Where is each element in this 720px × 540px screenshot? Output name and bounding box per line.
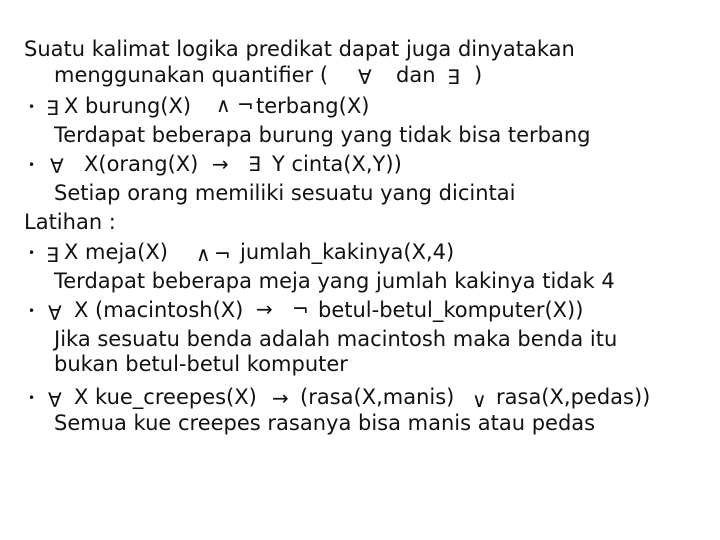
example-1-formula-b: terbang(X)	[256, 94, 370, 118]
bullet-3: •	[28, 246, 36, 260]
forall-symbol: ∀	[48, 388, 62, 412]
forall-symbol: ∀	[48, 301, 62, 325]
implies-symbol: →	[256, 297, 273, 321]
implies-symbol: →	[272, 386, 289, 410]
example-2-formula-b: Y cinta(X,Y))	[272, 152, 402, 176]
bullet-2: •	[28, 158, 36, 172]
intro-line-2b: dan	[396, 63, 436, 87]
latihan-heading: Latihan :	[24, 210, 116, 234]
intro-line-2a: menggunakan quantifier (	[54, 63, 329, 87]
latihan-2-meaning-2: bukan betul-betul komputer	[54, 352, 348, 376]
latihan-2-formula-a: X (macintosh(X)	[74, 298, 244, 322]
example-1-formula-a: X burung(X)	[64, 94, 192, 118]
not-symbol: ¬	[214, 242, 231, 266]
and-symbol: ∧	[196, 242, 211, 266]
exists-symbol: ∃	[447, 65, 460, 89]
exists-symbol: ∃	[46, 243, 59, 267]
example-2-meaning: Setiap orang memiliki sesuatu yang dicintai	[54, 181, 516, 205]
not-symbol: ¬	[237, 93, 254, 117]
implies-symbol: →	[212, 152, 229, 176]
latihan-1-meaning: Terdapat beberapa meja yang jumlah kakinya tidak 4	[54, 269, 615, 293]
exists-symbol: ∃	[248, 152, 261, 176]
latihan-1-formula-a: X meja(X)	[64, 240, 168, 264]
bullet-1: •	[28, 100, 36, 114]
forall-symbol: ∀	[358, 65, 372, 89]
latihan-3-formula-c: rasa(X,pedas))	[496, 385, 651, 409]
forall-symbol: ∀	[50, 154, 64, 178]
intro-line-1: Suatu kalimat logika predikat dapat juga dinyatakan	[24, 37, 575, 61]
bullet-5: •	[28, 391, 36, 405]
intro-line-2c: )	[474, 63, 483, 87]
latihan-2-meaning-1: Jika sesuatu benda adalah macintosh maka benda itu	[54, 327, 618, 351]
latihan-2-formula-b: betul-betul_komputer(X))	[318, 298, 584, 322]
example-2-formula-a: X(orang(X)	[84, 152, 199, 176]
and-symbol: ∧	[216, 93, 231, 117]
example-1-meaning: Terdapat beberapa burung yang tidak bisa terbang	[54, 123, 591, 147]
exists-symbol: ∃	[46, 96, 59, 120]
latihan-1-formula-b: jumlah_kakinya(X,4)	[240, 240, 455, 264]
bullet-4: •	[28, 304, 36, 318]
not-symbol: ¬	[292, 297, 309, 321]
latihan-3-formula-a: X kue_creepes(X)	[74, 385, 257, 409]
latihan-3-formula-b: (rasa(X,manis)	[300, 385, 455, 409]
or-symbol: ∨	[472, 388, 487, 412]
latihan-3-meaning: Semua kue creepes rasanya bisa manis atau pedas	[54, 411, 596, 435]
